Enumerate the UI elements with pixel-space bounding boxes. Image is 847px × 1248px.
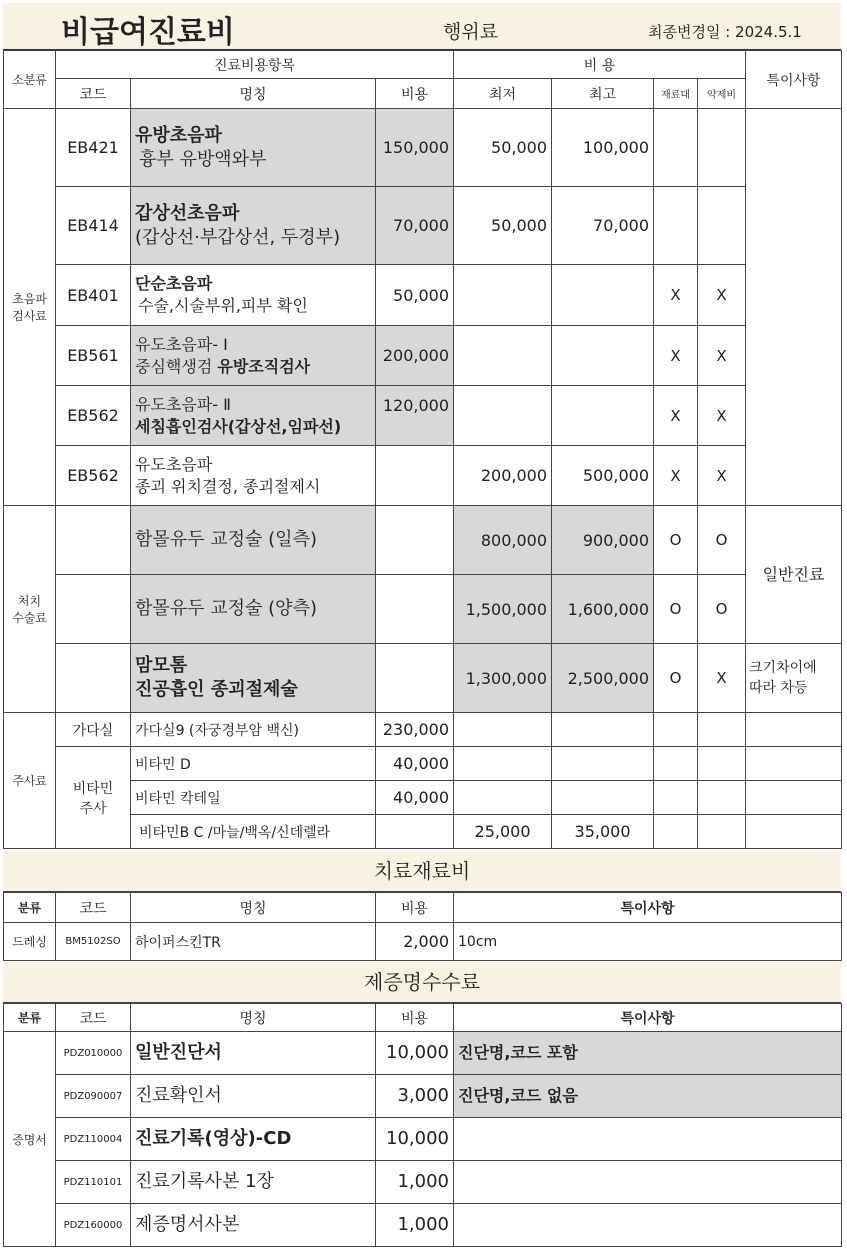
header-fee: 비용: [376, 79, 454, 109]
row-name-main: 갑상선초음파: [135, 202, 240, 224]
row-name: [131, 109, 376, 187]
materials-header-note: 특이사항: [454, 893, 842, 923]
row-fee: 120,000: [376, 386, 454, 446]
row-name-main: 유도초음파- Ⅰ: [135, 334, 228, 354]
row-name: [131, 644, 376, 713]
row-code: EB401: [56, 265, 131, 326]
row-code: [56, 575, 131, 644]
row-name-sub-bold: 유방조직검사: [217, 356, 311, 376]
row-drug: [698, 815, 746, 849]
row-name-sub: 중심핵생검: [135, 356, 218, 376]
row-note: [746, 109, 842, 506]
header-cost: 비 용: [454, 51, 746, 79]
table-row: [4, 187, 842, 265]
table-row: [4, 713, 842, 747]
cert-code: PDZ010000: [56, 1032, 131, 1075]
page-header: [3, 3, 841, 50]
row-name: 비타민 칵테일: [131, 781, 376, 815]
row-material: [654, 713, 698, 747]
row-min: [454, 747, 552, 781]
cert-note: [454, 1204, 842, 1247]
row-max: [552, 713, 654, 747]
row-drug: [698, 747, 746, 781]
cert-name: 진료확인서: [131, 1075, 376, 1118]
cert-note: [454, 1161, 842, 1204]
row-drug: [698, 713, 746, 747]
row-min: 1,500,000: [454, 575, 552, 644]
row-note: [746, 815, 842, 849]
row-name: [131, 326, 376, 386]
cert-note: 진단명,코드 포함: [454, 1032, 842, 1075]
cert-header-code: 코드: [56, 1004, 131, 1032]
row-fee: [376, 506, 454, 575]
row-material: X: [654, 386, 698, 446]
row-name-main: 유방초음파: [135, 124, 222, 146]
row-code: EB562: [56, 446, 131, 506]
row-fee: [376, 815, 454, 849]
table-row: [4, 326, 842, 386]
table-row: [4, 1204, 842, 1247]
row-name-sub: 수술,시술부위,피부 확인: [138, 296, 308, 315]
row-name-main: 유도초음파: [135, 454, 213, 474]
certificates-table: [3, 1003, 842, 1247]
row-name: [131, 265, 376, 326]
group-ultrasound: 초음파 검사료: [4, 109, 56, 506]
cert-fee: 3,000: [376, 1075, 454, 1118]
row-name: 비타민B C /마늘/백옥/신데렐라: [131, 815, 376, 849]
row-material: O: [654, 575, 698, 644]
table-row: [4, 506, 842, 575]
cert-code: PDZ090007: [56, 1075, 131, 1118]
row-max: [552, 265, 654, 326]
row-material: [654, 187, 698, 265]
row-fee: 70,000: [376, 187, 454, 265]
row-material: O: [654, 506, 698, 575]
header-material: 재료대: [654, 79, 698, 109]
row-note: [746, 781, 842, 815]
row-material: X: [654, 265, 698, 326]
materials-table: [3, 892, 842, 961]
row-material: [654, 109, 698, 187]
row-material: O: [654, 644, 698, 713]
cert-code: PDZ110101: [56, 1161, 131, 1204]
table-row: [4, 644, 842, 713]
row-max: 2,500,000: [552, 644, 654, 713]
row-name: 가다실9 (자궁경부암 백신): [131, 713, 376, 747]
row-min: [454, 265, 552, 326]
row-drug: [698, 781, 746, 815]
row-max: 500,000: [552, 446, 654, 506]
header-items: 진료비용항목: [56, 51, 454, 79]
cert-header-name: 명칭: [131, 1004, 376, 1032]
row-max: 900,000: [552, 506, 654, 575]
cert-header-cat: 분류: [4, 1004, 56, 1032]
cert-name: 진료기록(영상)-CD: [131, 1118, 376, 1161]
row-name-main: 유도초음파- Ⅱ: [135, 394, 232, 414]
note-size: 크기차이에 따라 차등: [746, 644, 842, 713]
cert-code: PDZ110004: [56, 1118, 131, 1161]
row-material: [654, 747, 698, 781]
table-row: [4, 446, 842, 506]
materials-cat: 드레싱: [4, 923, 56, 961]
materials-header-name: 명칭: [131, 893, 376, 923]
certificates-title: 제증명수수료: [3, 962, 841, 1003]
cert-name: 진료기록사본 1장: [131, 1161, 376, 1204]
table-row: [4, 1032, 842, 1075]
row-name: 함몰유두 교정술 (양측): [131, 575, 376, 644]
row-fee: 40,000: [376, 781, 454, 815]
cert-fee: 1,000: [376, 1204, 454, 1247]
table-row: [4, 747, 842, 781]
cert-name: 제증명서사본: [131, 1204, 376, 1247]
row-max: 70,000: [552, 187, 654, 265]
row-material: X: [654, 326, 698, 386]
header-drug: 약제비: [698, 79, 746, 109]
cert-note: [454, 1118, 842, 1161]
cert-code: PDZ160000: [56, 1204, 131, 1247]
header-name: 명칭: [131, 79, 376, 109]
row-code: EB421: [56, 109, 131, 187]
materials-fee: 2,000: [376, 923, 454, 961]
header-max: 최고: [552, 79, 654, 109]
header-note: 특이사항: [746, 51, 842, 109]
row-name-sub: 흉부 유방액와부: [139, 148, 267, 170]
materials-header-code: 코드: [56, 893, 131, 923]
row-note: [746, 713, 842, 747]
row-min: [454, 326, 552, 386]
materials-code: BM5102SO: [56, 923, 131, 961]
cert-header-note: 특이사항: [454, 1004, 842, 1032]
row-name: 함몰유두 교정술 (일측): [131, 506, 376, 575]
note-general: 일반진료: [746, 506, 842, 644]
row-min: [454, 713, 552, 747]
row-min: 50,000: [454, 187, 552, 265]
row-drug: X: [698, 326, 746, 386]
row-min: 1,300,000: [454, 644, 552, 713]
row-fee: 40,000: [376, 747, 454, 781]
page-title: 비급여진료비: [61, 15, 235, 50]
row-max: [552, 386, 654, 446]
row-min: 25,000: [454, 815, 552, 849]
row-fee: 50,000: [376, 265, 454, 326]
row-name: [131, 446, 376, 506]
row-min: 800,000: [454, 506, 552, 575]
header-code: 코드: [56, 79, 131, 109]
table-row: [4, 265, 842, 326]
cert-fee: 10,000: [376, 1032, 454, 1075]
table-row: [4, 575, 842, 644]
row-max: 1,600,000: [552, 575, 654, 644]
materials-name: 하이퍼스킨TR: [131, 923, 376, 961]
row-name-main: 맘모톰: [135, 655, 188, 676]
row-name-sub: 세침흡인검사(갑상선,임파선): [135, 416, 342, 436]
materials-header-cat: 분류: [4, 893, 56, 923]
section-title: 행위료: [443, 21, 499, 43]
row-min: 200,000: [454, 446, 552, 506]
row-name-sub: 종괴 위치결정, 종괴절제시: [135, 476, 321, 496]
row-name-main: 단순초음파: [135, 274, 213, 293]
row-material: [654, 815, 698, 849]
header-category: 소분류: [4, 51, 56, 109]
table-row: [4, 923, 842, 961]
row-name: [131, 187, 376, 265]
row-code: [56, 506, 131, 575]
row-drug: X: [698, 265, 746, 326]
header-min: 최저: [454, 79, 552, 109]
row-drug: X: [698, 446, 746, 506]
row-name: 비타민 D: [131, 747, 376, 781]
row-min: [454, 781, 552, 815]
row-drug: X: [698, 386, 746, 446]
row-max: 35,000: [552, 815, 654, 849]
materials-header-fee: 비용: [376, 893, 454, 923]
row-fee: 230,000: [376, 713, 454, 747]
row-name: [131, 386, 376, 446]
materials-title: 치료재료비: [3, 851, 841, 892]
cert-fee: 1,000: [376, 1161, 454, 1204]
row-drug: O: [698, 506, 746, 575]
row-material: X: [654, 446, 698, 506]
row-code: EB414: [56, 187, 131, 265]
procedure-fee-table: [3, 50, 842, 849]
table-row: [4, 1161, 842, 1204]
row-code: EB562: [56, 386, 131, 446]
row-note: [746, 747, 842, 781]
row-min: 50,000: [454, 109, 552, 187]
materials-note: 10cm: [454, 923, 842, 961]
cert-cat: 증명서: [4, 1032, 56, 1247]
row-drug: [698, 187, 746, 265]
row-code: EB561: [56, 326, 131, 386]
cert-note: 진단명,코드 없음: [454, 1075, 842, 1118]
row-code: [56, 644, 131, 713]
row-max: 100,000: [552, 109, 654, 187]
row-max: [552, 747, 654, 781]
group-procedure: 처치 수술료: [4, 506, 56, 713]
row-fee: 150,000: [376, 109, 454, 187]
row-code: 비타민 주사: [56, 747, 131, 849]
updated-date: 최종변경일 : 2024.5.1: [648, 23, 802, 41]
row-min: [454, 386, 552, 446]
row-name-sub: 진공흡인 종괴절제술: [135, 679, 298, 700]
row-material: [654, 781, 698, 815]
table-row: [4, 109, 842, 187]
row-drug: O: [698, 575, 746, 644]
cert-fee: 10,000: [376, 1118, 454, 1161]
cert-name: 일반진단서: [131, 1032, 376, 1075]
row-max: [552, 326, 654, 386]
row-fee: [376, 446, 454, 506]
row-code: 가다실: [56, 713, 131, 747]
row-fee: [376, 644, 454, 713]
group-injection: 주사료: [4, 713, 56, 849]
table-row: [4, 386, 842, 446]
cert-header-fee: 비용: [376, 1004, 454, 1032]
row-drug: X: [698, 644, 746, 713]
row-fee: 200,000: [376, 326, 454, 386]
row-max: [552, 781, 654, 815]
table-row: [4, 1118, 842, 1161]
row-fee: [376, 575, 454, 644]
table-row: [4, 1075, 842, 1118]
row-drug: [698, 109, 746, 187]
row-name-sub: (갑상선·부갑상선, 두경부): [135, 226, 341, 248]
